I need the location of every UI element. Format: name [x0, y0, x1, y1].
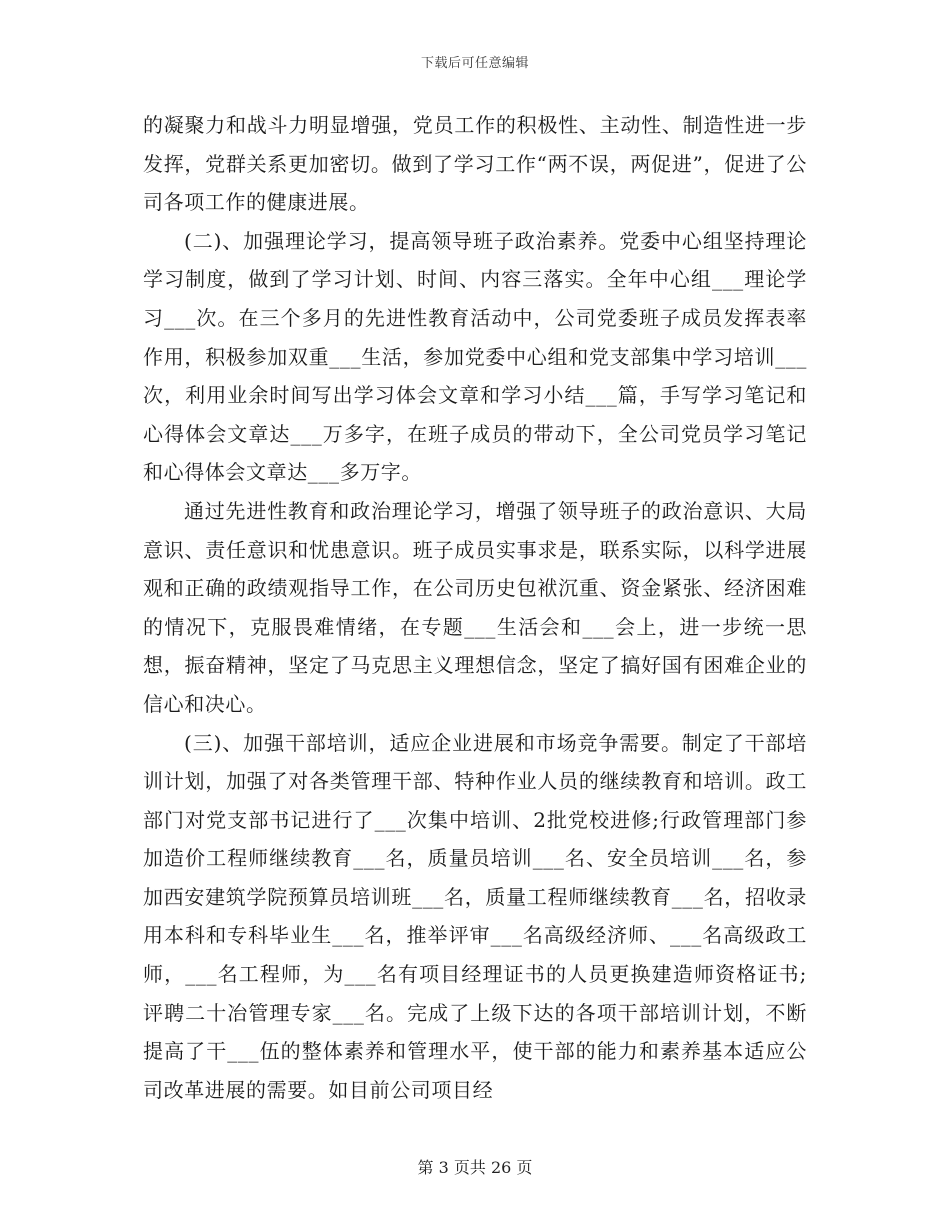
page-header: 下载后可任意编辑 [420, 56, 529, 71]
paragraph-2: (二)、加强理论学习，提高领导班子政治素养。党委中心组坚持理论学习制度，做到了学习计划、时间、内容三落实。全年中心组___理论学习___次。在三个多月的先进性教育活动中，公司党委班子成员发挥表率作用，积极参加双重___生活，参加党委中心组和党支部集中学习培训___次，利用业余时间写出学习体会文章和学习小结___篇，手写学习笔记和心得体会文章达___万多字，在班子成员的带动下，全公司党员学习笔记和心得体会文章达___多万字。 [143, 228, 807, 485]
page-footer: 第 3 页共 26 页 [417, 1158, 533, 1177]
document-body [143, 106, 807, 1109]
paragraph-4: (三)、加强干部培训，适应企业进展和市场竞争需要。制定了干部培训计划，加强了对各类管理干部、特种作业人员的继续教育和培训。政工部门对党支部书记进行了___次集中培训、2批党校进修;行政管理部门参加造价工程师继续教育___名，质量员培训___名、安全员培训___名，参加西安建筑学院预算员培训班___名，质量工程师继续教育___名，招收录用本科和专科毕业生___名，推举评审___名高级经济师、___名高级政工师，___名工程师，为___名有项目经理证书的人员更换建造师资格证书;评聘二十冶管理专家___名。完成了上级下达的各项干部培训计划，不断提高了干___伍的整体素养和管理水平，使干部的能力和素养基本适应公司改革进展的需要。如目前公司项目经 [143, 730, 807, 1102]
paragraph-3: 通过先进性教育和政治理论学习，增强了领导班子的政治意识、大局意识、责任意识和忧患意识。班子成员实事求是，联系实际，以科学进展观和正确的政绩观指导工作，在公司历史包袱沉重、资金紧张、经济困难的情况下，克服畏难情绪，在专题___生活会和___会上，进一步统一思想，振奋精神，坚定了马克思主义理想信念，坚定了搞好国有困难企业的信心和决心。 [143, 498, 807, 716]
paragraph-1: 的凝聚力和战斗力明显增强，党员工作的积极性、主动性、制造性进一步发挥，党群关系更加密切。做到了学习工作“两不误，两促进”，促进了公司各项工作的健康进展。 [143, 113, 807, 215]
